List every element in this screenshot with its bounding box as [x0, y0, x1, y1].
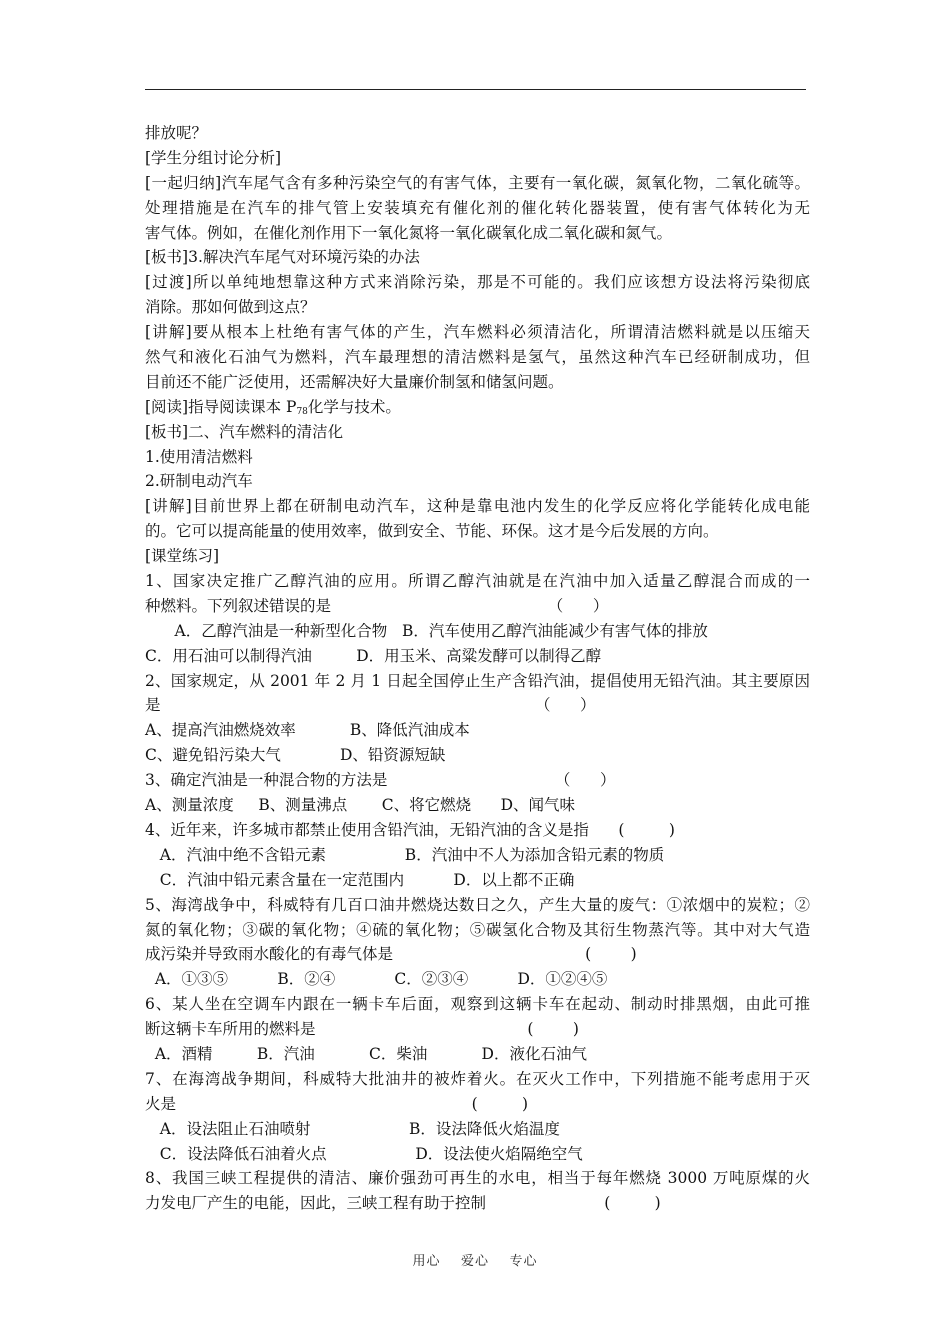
text-line: [学生分组讨论分析] [145, 148, 282, 167]
question-5: 5、海湾战争中，科威特有几百口油井燃烧达数日之久，产生大量的废气：①浓烟中的炭粒；② [145, 895, 810, 914]
text-line: 断这辆卡车所用的燃料是 ( ) [145, 1020, 579, 1039]
option-line: A．设法阻止石油喷射 B．设法降低火焰温度 [145, 1119, 560, 1138]
text-line: [讲解]要从根本上杜绝有害气体的产生，汽车燃料必须清洁化，所谓清洁燃料就是以压缩天 [145, 323, 810, 342]
option-line: A、提高汽油燃烧效率 B、降低汽油成本 [145, 721, 470, 740]
question-2: 2、国家规定，从 2001 年 2 月 1 日起全国停止生产含铅汽油，提倡使用无铅汽油。其主要原因 [145, 671, 810, 690]
reading-line [145, 395, 810, 420]
text-line: 力发电厂产生的电能，因此，三峡工程有助于控制 ( ) [145, 1194, 661, 1213]
page-number-subscript: 78 [296, 406, 308, 417]
text-line: 害气体。例如，在催化剂作用下一氧化氮将一氧化碳氧化成二氧化碳和氮气。 [145, 223, 673, 242]
question-8: 8、我国三峡工程提供的清洁、廉价强劲可再生的水电，相当于每年燃烧 3000 万吨原煤的火 [145, 1169, 810, 1188]
text-line: 排放呢？ [145, 124, 208, 142]
text-line: 1.使用清洁燃料 [145, 447, 253, 466]
question-7: 7、在海湾战争期间，科威特大批油井的被炸着火。在灭火工作中，下列措施不能考虑用于灭 [145, 1069, 810, 1088]
text-line: [板书]3.解决汽车尾气对环境污染的办法 [145, 248, 420, 267]
text-line: 火是 ( ) [145, 1094, 529, 1113]
text-line: 种燃料。下列叙述错误的是 （ ） [145, 596, 609, 615]
text-line: 处理措施是在汽车的排气管上安装填充有催化剂的催化转化器装置，使有害气体转化为无 [145, 198, 810, 217]
reading-text-tail: 化学与技术。 [307, 397, 401, 416]
document-body [145, 121, 810, 1216]
option-line: A、测量浓度 B、测量沸点 C、将它燃烧 D、闻气味 [145, 796, 576, 815]
text-line: [过渡]所以单纯地想靠这种方式来消除污染，那是不可能的。我们应该想方设法将污染彻底 [145, 273, 810, 292]
option-line: C．汽油中铅元素含量在一定范围内 D．以上都不正确 [145, 870, 575, 889]
question-4: 4、近年来，许多城市都禁止使用含铅汽油，无铅汽油的含义是指 ( ) [145, 820, 675, 839]
option-line: C、避免铅污染大气 D、铅资源短缺 [145, 746, 446, 765]
header-rule [145, 89, 806, 90]
question-6: 6、某人坐在空调车内跟在一辆卡车后面，观察到这辆卡车在起动、制动时排黑烟，由此可推 [145, 995, 810, 1014]
text-line: 的。它可以提高能量的使用效率，做到安全、节能、环保。这才是今后发展的方向。 [145, 522, 719, 541]
text-line: 消除。那如何做到这点？ [145, 298, 316, 317]
text-line: [讲解]目前世界上都在研制电动汽车，这种是靠电池内发生的化学反应将化学能转化成电能 [145, 497, 810, 516]
text-line: 目前还不能广泛使用，还需解决好大量廉价制氢和储氢问题。 [145, 372, 564, 391]
option-line: A．酒精 B．汽油 C．柴油 D．液化石油气 [145, 1044, 587, 1063]
question-1: 1、国家决定推广乙醇汽油的应用。所谓乙醇汽油就是在汽油中加入适量乙醇混合而成的一 [145, 572, 810, 591]
option-line: C．设法降低石油着火点 D．设法使火焰隔绝空气 [145, 1144, 583, 1163]
text-line: [板书]二、汽车燃料的清洁化 [145, 422, 344, 441]
reading-text: [阅读]指导阅读课本 P [145, 397, 297, 416]
text-line: 然气和液化石油气为燃料，汽车最理想的清洁燃料是氢气，虽然这种汽车已经研制成功，但 [145, 348, 810, 367]
text-line: 2.研制电动汽车 [145, 472, 253, 491]
text-line: 成污染并导致雨水酸化的有毒气体是 ( ) [145, 945, 637, 964]
option-line: A．汽油中绝不含铅元素 B．汽油中不人为添加含铅元素的物质 [145, 845, 665, 864]
page-footer: 用心 爱心 专心 [412, 1254, 538, 1269]
text-line: [一起归纳]汽车尾气含有多种污染空气的有害气体，主要有一氧化碳，氮氧化物，二氧化硫等。 [145, 173, 810, 192]
option-line: C．用石油可以制得汽油 D．用玉米、高粱发酵可以制得乙醇 [145, 646, 602, 665]
option-line: A．①③⑤ B．②④ C．②③④ D．①②④⑤ [145, 970, 608, 989]
text-line: 是 （ ） [145, 696, 596, 715]
text-line: 氮的氧化物；③碳的氧化物；④硫的氧化物；⑤碳氢化合物及其衍生物蒸汽等。其中对大气造 [145, 920, 810, 939]
option-line: A．乙醇汽油是一种新型化合物 B．汽车使用乙醇汽油能减少有害气体的排放 [145, 621, 708, 640]
question-3: 3、确定汽油是一种混合物的方法是 （ ） [145, 771, 616, 790]
text-line: [课堂练习] [145, 547, 220, 566]
